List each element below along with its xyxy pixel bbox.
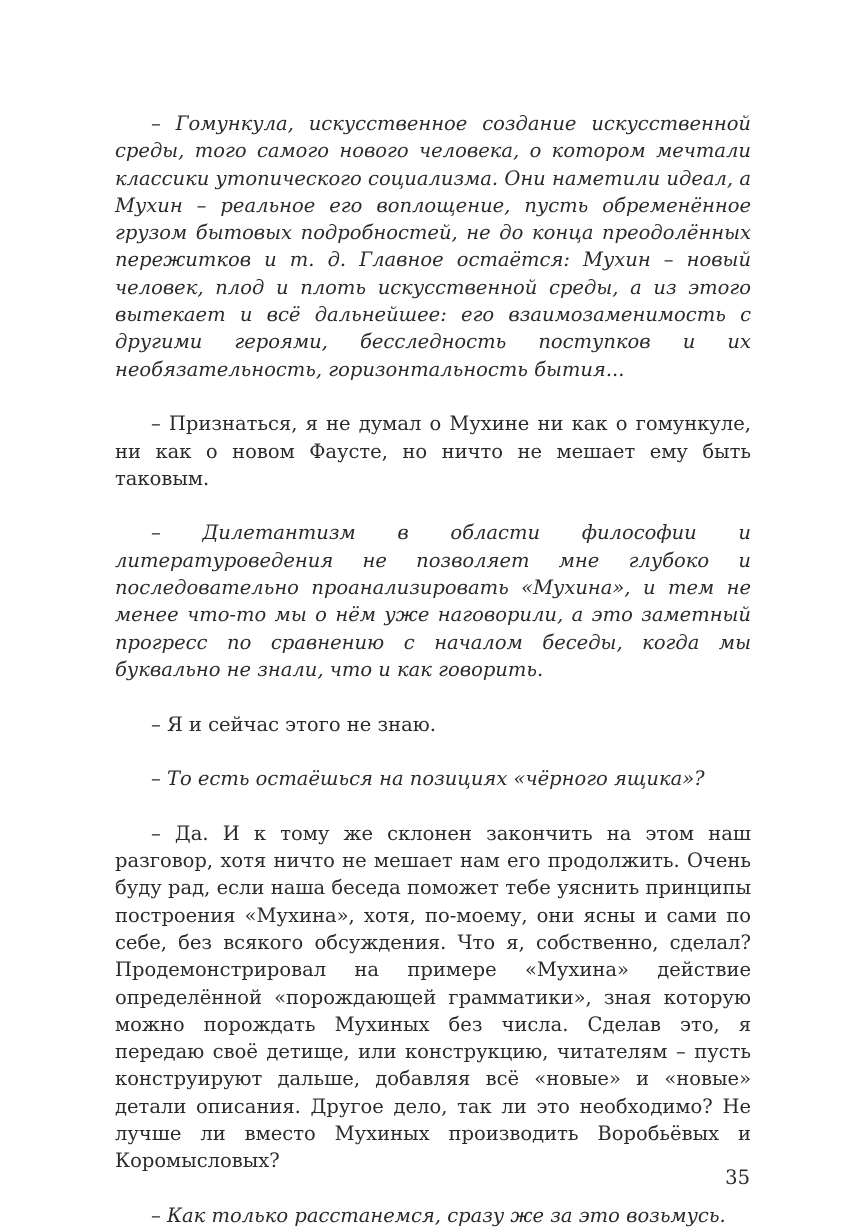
page-number: 35 — [725, 1166, 750, 1189]
dialogue-paragraph-7: – Как только расстанемся, сразу же за это возьмусь. — [151, 1203, 726, 1227]
paragraph-gap — [115, 792, 751, 819]
paragraph-gap — [115, 738, 751, 765]
paragraph-gap — [115, 383, 751, 410]
dialogue-paragraph-3: – Дилетантизм в области философии и литературоведения не позволяет мне глубоко и последовательно проанализировать «Мухина», и тем не менее что-то мы о нём уже наговорили, а это заметный прогресс по сравнению с началом беседы, когда мы буквально не знали, что и как говорить. — [115, 521, 751, 681]
dialogue-paragraph-4: – Я и сейчас этого не знаю. — [151, 712, 436, 736]
dialogue-paragraph-2: – Признаться, я не думал о Мухине ни как о гомункуле, ни как о новом Фаусте, но ничто не мешает ему быть таковым. — [115, 412, 751, 490]
dialogue-paragraph-6: – Да. И к тому же склонен закончить на этом наш разговор, хотя ничто не мешает нам его продолжить. Очень буду рад, если наша беседа поможет тебе уяснить принципы построения «Мухина», хотя, по-моему, они ясны и сами по себе, без всякого обсуждения. Что я, собственно, сделал? Продемонстрировал на примере «Мухина» действие определённой «порождающей грамматики», зная которую можно порождать Мухиных без числа. Сделав это, я передаю своё детище, или конструкцию, читателям – пусть конструируют дальше, добавляя всё «новые» и «новые» детали описания. Другое дело, так ли это необходимо? Не лучше ли вместо Мухиных производить Воробьёвых и Коромысловых? — [115, 821, 751, 1173]
dialogue-paragraph-1: – Гомункула, искусственное создание искусственной среды, того самого нового человека, о котором мечтали классики утопического социализма. Они наметили идеал, а Мухин – реальное его воплощение, пусть обременённое грузом бытовых подробностей, не до конца преодолённых пережитков и т. д. Главное остаётся: Мухин – новый человек, плод и плоть искусственной среды, а из этого вытекает и всё дальнейшее: его взаимозаменимость с другими героями, бесследность поступков и их необязательность, горизонтальность бытия... — [115, 112, 751, 381]
book-page — [115, 110, 751, 1229]
paragraph-gap — [115, 1175, 751, 1202]
paragraph-gap — [115, 492, 751, 519]
dialogue-paragraph-5: – То есть остаёшься на позициях «чёрного ящика»? — [151, 767, 705, 791]
paragraph-gap — [115, 683, 751, 710]
